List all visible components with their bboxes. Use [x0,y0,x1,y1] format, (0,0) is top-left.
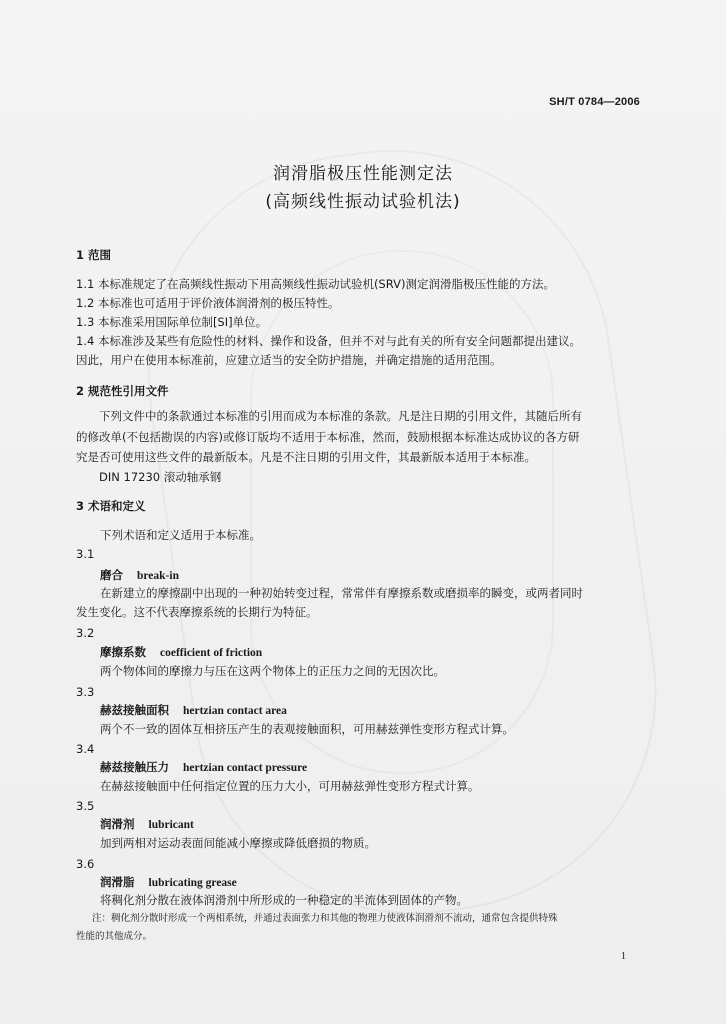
term-english: hertzian contact pressure [183,762,308,774]
term-heading [100,815,194,835]
term-heading [100,758,307,778]
term-chinese: 磨合 [100,568,123,582]
term-heading [100,873,237,893]
term-number: 3.4 [76,742,95,756]
standard-number: SH/T 0784—2006 [549,96,640,108]
term-number: 3.1 [76,547,95,561]
term-number: 3.3 [76,685,95,699]
clause-1-4-line-1: 1.4 本标准涉及某些有危险性的材料、操作和设备，但并不对与此有关的所有安全问题都提出建议。 [76,334,581,348]
term-heading [100,643,262,663]
term-heading [100,566,179,586]
page-number: 1 [621,951,626,962]
term-heading [100,701,287,721]
term-english: coefficient of friction [160,647,263,659]
term-definition-line-1: 在新建立的摩擦副中出现的一种初始转变过程，常常伴有摩擦系数或磨损率的瞬变，或两者同时 [100,586,583,600]
term-chinese: 摩擦系数 [100,645,146,659]
note-line-1: 注：稠化剂分散时形成一个两相系统，并通过表面张力和其他的物理力使液体润滑剂不流动，通常包含提供特殊 [92,913,558,924]
term-english: break-in [137,570,179,582]
clause-1-3: 1.3 本标准采用国际单位制[SI]单位。 [76,315,268,329]
section-2-heading: 2 规范性引用文件 [76,384,169,398]
term-chinese: 润滑脂 [100,875,135,889]
term-definition-line-2: 发生变化。这不代表摩擦系统的长期行为特征。 [76,605,318,619]
title-line-1: 润滑脂极压性能测定法 [273,164,453,184]
term-definition: 将稠化剂分散在液体润滑剂中所形成的一种稳定的半流体到固体的产物。 [100,893,468,907]
term-english: lubricant [148,819,194,831]
term-definition: 在赫兹接触面中任何指定位置的压力大小，可用赫兹弹性变形方程式计算。 [100,779,480,793]
section-2-para-line-1: 下列文件中的条款通过本标准的引用而成为本标准的条款。凡是注日期的引用文件，其随后所有 [99,409,582,423]
clause-1-4-line-2: 因此，用户在使用本标准前，应建立适当的安全防护措施，并确定措施的适用范围。 [76,353,502,367]
title-line-2: (高频线性振动试验机法) [265,192,461,212]
term-english: lubricating grease [148,877,237,889]
section-3-heading: 3 术语和定义 [76,499,146,513]
note-line-2: 性能的其他成分。 [76,931,153,942]
term-definition: 加到两相对运动表面间能减小摩擦或降低磨损的物质。 [100,836,376,850]
document-title [0,160,726,216]
term-chinese: 赫兹接触压力 [100,760,169,774]
section-2-para-line-3: 究是否可使用这些文件的最新版本。凡是不注日期的引用文件，其最新版本适用于本标准。 [76,450,536,464]
section-3-intro: 下列术语和定义适用于本标准。 [100,528,261,542]
term-english: hertzian contact area [183,705,287,717]
term-number: 3.5 [76,799,95,813]
term-number: 3.6 [76,857,95,871]
term-chinese: 润滑剂 [100,817,135,831]
term-number: 3.2 [76,626,95,640]
reference-din-17230: DIN 17230 滚动轴承钢 [99,470,222,484]
term-chinese: 赫兹接触面积 [100,703,169,717]
clause-1-2: 1.2 本标准也可适用于评价液体润滑剂的极压特性。 [76,296,340,310]
clause-1-1: 1.1 本标准规定了在高频线性振动下用高频线性振动试验机(SRV)测定润滑脂极压性能的方法。 [76,277,555,291]
term-definition: 两个物体间的摩擦力与压在这两个物体上的正压力之间的无因次比。 [100,664,445,678]
term-definition: 两个不一致的固体互相挤压产生的表观接触面积，可用赫兹弹性变形方程式计算。 [100,722,514,736]
section-1-heading: 1 范围 [76,248,112,262]
section-2-para-line-2: 的修改单(不包括勘误的内容)或修订版均不适用于本标准，然而，鼓励根据本标准达成协议的各方研 [76,430,580,444]
